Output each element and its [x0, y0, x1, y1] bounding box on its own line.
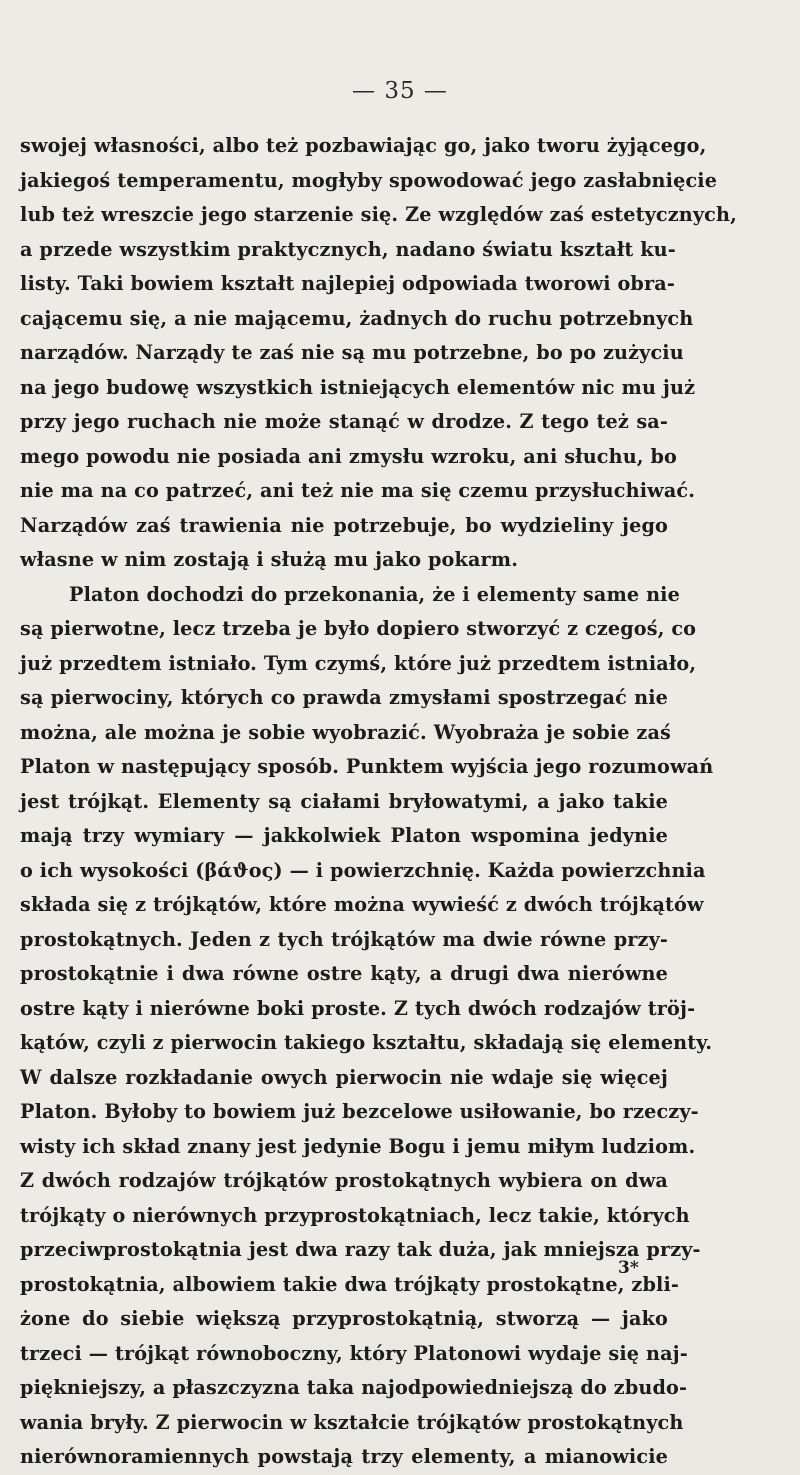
text-line: jest trójkąt. Elementy są ciałami bryłowatymi, a jako takie — [20, 789, 668, 813]
text-line: nierównoramiennych powstają trzy elementy, a mianowicie — [20, 1445, 668, 1468]
text-line: Z dwóch rodzajów trójkątów prostokątnych wybiera on dwa — [20, 1169, 668, 1192]
text-line: składa się z trójkątów, które można wywieść z dwóch trójkątów — [20, 893, 704, 916]
text-line: można, ale można je sobie wyobrazić. Wyobraża je sobie zaś — [20, 720, 671, 744]
text-line: prostokątnie i dwa równe ostre kąty, a drugi dwa nierówne — [20, 962, 668, 985]
text-line: własne w nim zostają i służą mu jako pokarm. — [20, 548, 519, 571]
text-line: Platon w następujący sposób. Punktem wyjścia jego rozumowań — [20, 755, 714, 778]
text-line: żone do siebie większą przyprostokątnią, stworzą — jako — [20, 1307, 668, 1330]
text-line: Platon. Byłoby to bowiem już bezcelowe usiłowanie, bo rzeczy- — [20, 1100, 699, 1123]
text-line: przeciwprostokątnia jest dwa razy tak duża, jak mniejsza przy- — [20, 1238, 701, 1261]
text-line: prostokątnych. Jeden z tych trójkątów ma dwie równe przy- — [20, 927, 668, 951]
text-line: ostre kąty i nierówne boki proste. Z tych dwóch rodzajów tröj- — [20, 996, 696, 1020]
text-line: mego powodu nie posiada ani zmysłu wzroku, ani słuchu, bo — [20, 444, 678, 468]
paragraph-start-line: Platon dochodzi do przekonania, że i elementy same nie — [69, 582, 680, 606]
text-line: piękniejszy, a płaszczyzna taka najodpowiedniejszą do zbudo- — [20, 1376, 688, 1399]
text-line: wisty ich skład znany jest jedynie Bogu i jemu miłym ludziom. — [20, 1134, 696, 1158]
signature-mark: 3* — [618, 1258, 639, 1278]
text-line: listy. Taki bowiem kształt najlepiej odpowiada tworowi obra- — [20, 272, 675, 295]
text-line: są pierwociny, których co prawda zmysłami spostrzegać nie — [20, 686, 668, 709]
text-line: są pierwotne, lecz trzeba je było dopiero stworzyć z czegoś, co — [20, 617, 697, 640]
text-line: W dalsze rozkładanie owych pierwocin nie wdaje się więcej — [20, 1065, 668, 1089]
text-line: trzeci — trójkąt równoboczny, który Platonowi wydaje się naj- — [20, 1341, 688, 1365]
text-line: narządów. Narządy te zaś nie są mu potrzebne, bo po zużyciu — [20, 341, 684, 364]
page-number: — 35 — — [352, 78, 448, 104]
text-line: już przedtem istniało. Tym czymś, które już przedtem istniało, — [20, 651, 697, 675]
text-line: mają trzy wymiary — jakkolwiek Platon wspomina jedynie — [20, 824, 668, 847]
body-text — [20, 129, 737, 1475]
text-line: przy jego ruchach nie może stanąć w drodze. Z tego też sa- — [20, 410, 668, 433]
text-line: nie ma na co patrzeć, ani też nie ma się czemu przysłuchiwać. — [20, 479, 696, 502]
text-line: kątów, czyli z pierwocin takiego kształtu, składają się elementy. — [20, 1031, 713, 1054]
text-line: trójkąty o nierównych przyprostokątniach, lecz takie, których — [20, 1203, 690, 1227]
text-line: jakiegoś temperamentu, mogłyby spowodować jego zasłabnięcie — [20, 168, 718, 192]
text-line: cającemu się, a nie mającemu, żadnych do ruchu potrzebnych — [20, 306, 694, 330]
text-line: wania bryły. Z pierwocin w kształcie trójkątów prostokątnych — [20, 1410, 684, 1434]
text-line: swojej własności, albo też pozbawiając go, jako tworu żyjącego, — [20, 134, 707, 157]
text-line: lub też wreszcie jego starzenie się. Ze względów zaś estetycznych, — [20, 203, 737, 226]
text-line: o ich wysokości (βάϑος) — i powierzchnię. Każda powierzchnia — [20, 858, 706, 882]
text-line: Narządów zaś trawienia nie potrzebuje, bo wydzieliny jego — [20, 513, 668, 537]
text-line: a przede wszystkim praktycznych, nadano światu kształt ku- — [20, 237, 676, 261]
text-line: prostokątnia, albowiem takie dwa trójkąty prostokątne, zbli- — [20, 1272, 680, 1296]
text-line: na jego budowę wszystkich istniejących elementów nic mu już — [20, 375, 696, 399]
